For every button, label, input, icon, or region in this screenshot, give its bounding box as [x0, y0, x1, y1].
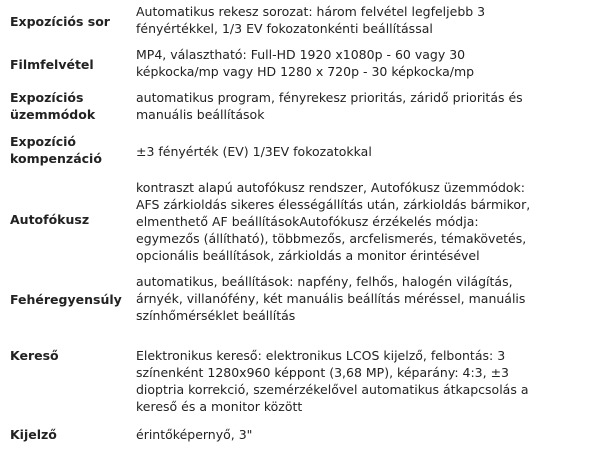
- spec-label: Kijelző: [10, 427, 57, 442]
- spec-value: érintőképernyő, 3": [136, 427, 253, 442]
- spec-value: automatikus, beállítások: napfény, felhős, halogén világítás, árnyék, villanófény, két manuális beállítás méréssel, manuális színhőmérséklet beállítás: [136, 274, 526, 323]
- spec-label: Expozíció kompenzáció: [10, 134, 102, 166]
- spec-value: Elektronikus kereső: elektronikus LCOS kijelző, felbontás: 3 színenként 1280x960 képpont (3,68 MP), képarány: 4:3, ±3 dioptria korrekció, szemérzékelővel automatikus átkapcsolás a kereső és a monitor között: [136, 348, 529, 414]
- spec-value: MP4, választható: Full-HD 1920 x1080p - 60 vagy 30 képkocka/mp vagy HD 1280 x 720p - 30 képkocka/mp: [136, 47, 475, 79]
- spec-label: Expozíciós üzemmódok: [10, 90, 96, 122]
- spec-label: Filmfelvétel: [10, 57, 94, 72]
- spec-label: Fehéregyensúly: [10, 292, 122, 307]
- spec-label: Autofókusz: [10, 212, 90, 227]
- spec-label: Kereső: [10, 348, 59, 363]
- spec-value: automatikus program, fényrekesz prioritás, záridő prioritás és manuális beállítások: [136, 90, 523, 122]
- spec-value: kontraszt alapú autofókusz rendszer, Autofókusz üzemmódok: AFS zárkioldás sikeres élességállítás után, zárkioldás bármikor, elmenthető AF beállításokAutofókusz érzékelés módja: egymezős (állítható), többmezős, arcfelismerés, témakövetés, opcionális beállítások, zárkioldás a monitor érintésével: [136, 180, 531, 263]
- spec-label: Expozíciós sor: [10, 14, 110, 29]
- spec-value: ±3 fényérték (EV) 1/3EV fokozatokkal: [136, 144, 372, 159]
- spec-value: Automatikus rekesz sorozat: három felvétel legfeljebb 3 fényértékkel, 1/3 EV fokozatonkénti beállítással: [136, 4, 486, 36]
